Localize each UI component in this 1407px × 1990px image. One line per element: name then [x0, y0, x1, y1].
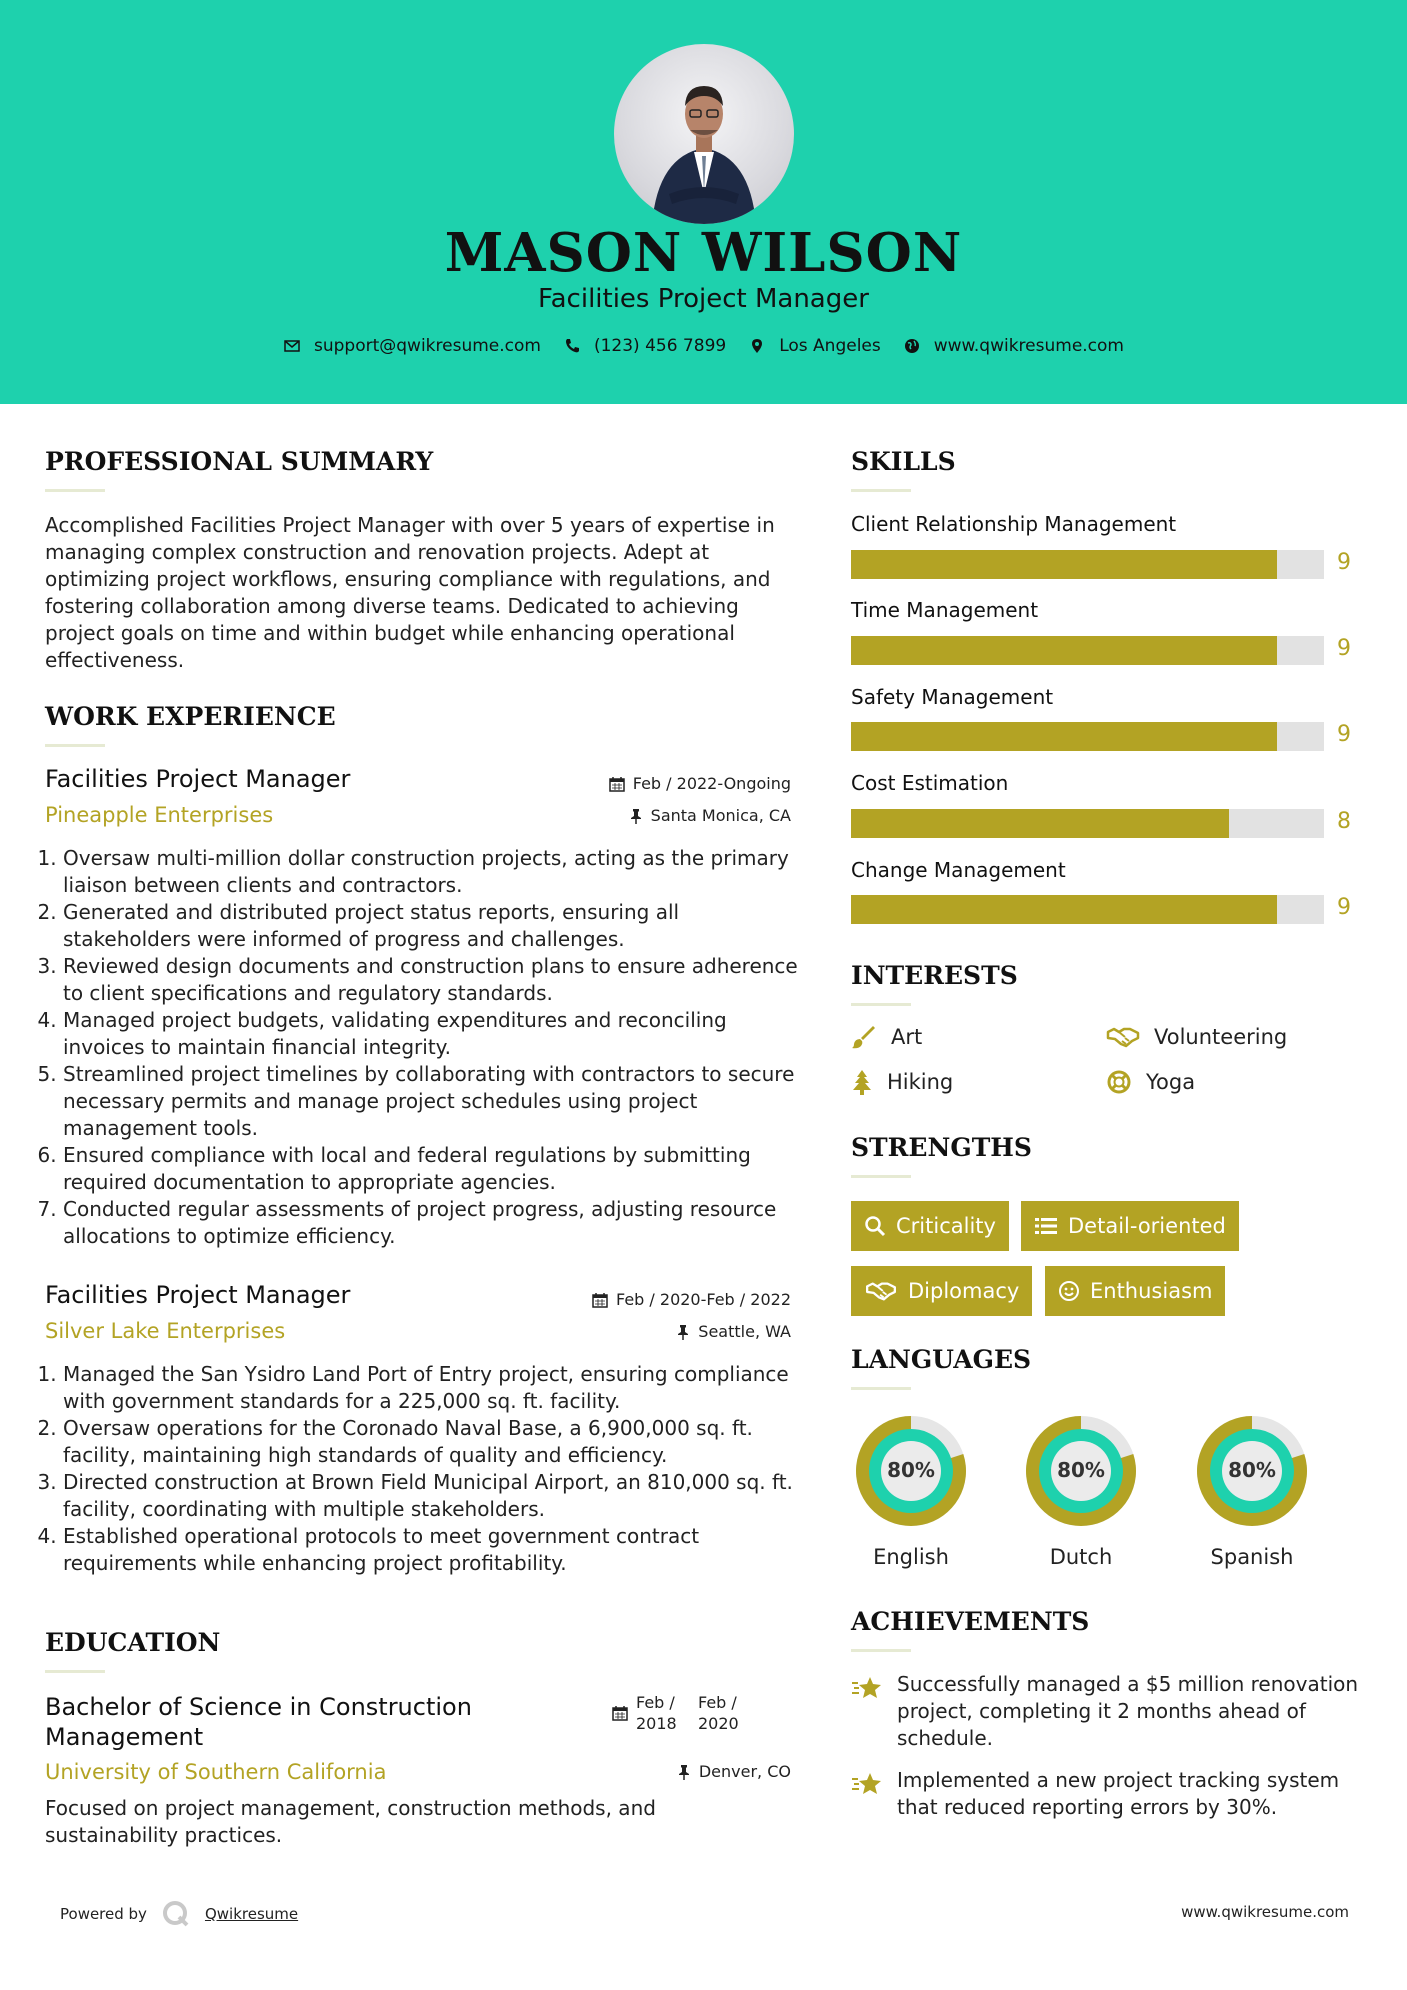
experience-heading: WORK EXPERIENCE	[45, 702, 336, 731]
duty-item: 4. Managed project budgets, validating expenditures and reconciling invoices to maintain financial integrity.	[63, 1007, 813, 1061]
interest-label: Yoga	[1146, 1070, 1196, 1094]
skill-bar	[851, 809, 1324, 838]
calendar-icon	[592, 1292, 608, 1308]
skill-bar	[851, 550, 1324, 579]
duty-item: 2. Oversaw operations for the Coronado Naval Base, a 6,900,000 sq. ft. facility, maintaining high standards of quality and efficiency.	[63, 1415, 813, 1469]
education-location	[500, 1762, 791, 1781]
envelope-icon	[283, 337, 301, 355]
company-name: Pineapple Enterprises	[45, 803, 274, 827]
skill-score: 9	[1337, 636, 1351, 661]
strength-tag	[1021, 1201, 1239, 1251]
job-dates	[500, 774, 791, 793]
summary-rule	[45, 489, 105, 492]
candidate-role: Facilities Project Manager	[538, 284, 869, 314]
strength-tag	[851, 1266, 1032, 1316]
footer-branding	[60, 1899, 298, 1929]
achievement-item	[851, 1767, 1371, 1821]
education-description: Focused on project management, construction methods, and sustainability practices.	[45, 1796, 656, 1847]
brush-icon	[851, 1024, 877, 1050]
map-pin-icon	[748, 337, 766, 355]
summary-text: Accomplished Facilities Project Manager with over 5 years of expertise in managing complex construction and renovation projects. Adept at optimizing project workflows, ensuring compliance with regulations, and fostering collaboration among diverse teams. Dedicated to achieving project goals on time and within budget while enhancing operational effectiveness.	[45, 513, 775, 672]
contact-phone[interactable]: (123) 456 7899	[593, 336, 727, 356]
job-location-text: Seattle, WA	[698, 1322, 791, 1341]
skills-heading: SKILLS	[851, 447, 956, 476]
duty-item: 5. Streamlined project timelines by collaborating with contractors to secure necessary permits and manage project schedules using project management tools.	[63, 1061, 813, 1142]
qwikresume-logo-icon	[161, 1899, 191, 1929]
skills-rule	[851, 489, 911, 492]
pushpin-icon	[629, 808, 643, 824]
skill-name: Time Management	[851, 598, 1039, 622]
strengths-rule	[851, 1175, 911, 1178]
powered-by-text: Powered by	[60, 1905, 147, 1923]
achievements-rule	[851, 1649, 911, 1652]
strength-label: Enthusiasm	[1090, 1279, 1213, 1303]
header-banner	[0, 0, 1407, 404]
experience-rule	[45, 744, 105, 747]
school-name: University of Southern California	[45, 1760, 387, 1784]
list-icon	[1034, 1216, 1058, 1236]
duty-item: 1. Oversaw multi-million dollar construction projects, acting as the primary liaison between clients and contractors.	[63, 845, 813, 899]
handshake-icon	[1106, 1024, 1140, 1050]
job-title: Facilities Project Manager	[45, 765, 351, 793]
interests-heading: INTERESTS	[851, 961, 1018, 990]
duty-item: 3. Reviewed design documents and construction plans to ensure adherence to client specifications and regulatory standards.	[63, 953, 813, 1007]
edu-end-month: Feb /	[698, 1693, 737, 1712]
education-heading: EDUCATION	[45, 1628, 221, 1657]
smile-icon	[1058, 1280, 1080, 1302]
edu-end-year: 2020	[698, 1714, 739, 1733]
job-location	[500, 806, 791, 825]
interest-item	[851, 1024, 922, 1050]
language-percent: 80%	[887, 1458, 935, 1482]
edu-end-date	[698, 1692, 739, 1734]
duty-item: 1. Managed the San Ysidro Land Port of Entry project, ensuring compliance with government standards for a 225,000 sq. ft. facility.	[63, 1361, 813, 1415]
skill-bar	[851, 895, 1324, 924]
skill-bar-fill	[851, 636, 1277, 665]
brand-link[interactable]: Qwikresume	[204, 1905, 299, 1923]
duty-item: 6. Ensured compliance with local and federal regulations by submitting required documentation to appropriate agencies.	[63, 1142, 813, 1196]
summary-heading: PROFESSIONAL SUMMARY	[45, 447, 434, 476]
job-title: Facilities Project Manager	[45, 1281, 351, 1309]
interest-label: Hiking	[887, 1070, 954, 1094]
pushpin-icon	[676, 1324, 690, 1340]
interest-item	[1106, 1069, 1195, 1095]
languages-heading: LANGUAGES	[851, 1345, 1032, 1374]
job-location-text: Santa Monica, CA	[650, 806, 791, 825]
skill-bar-fill	[851, 895, 1277, 924]
degree-title: Bachelor of Science in Construction Management	[45, 1693, 472, 1751]
skill-bar	[851, 722, 1324, 751]
contact-website[interactable]: www.qwikresume.com	[933, 336, 1124, 356]
skill-name: Safety Management	[851, 685, 1054, 709]
duty-item: 3. Directed construction at Brown Field Municipal Airport, an 810,000 sq. ft. facility, coordinating with multiple stakeholders.	[63, 1469, 813, 1523]
skill-bar	[851, 636, 1324, 665]
edu-start-month: Feb /	[636, 1693, 675, 1712]
skill-name: Change Management	[851, 858, 1066, 882]
calendar-icon	[612, 1705, 628, 1721]
edu-start-year: 2018	[636, 1714, 677, 1733]
language-name: Spanish	[1210, 1545, 1294, 1569]
job-location	[500, 1322, 791, 1341]
duty-item: 7. Conducted regular assessments of project progress, adjusting resource allocations to optimize efficiency.	[63, 1196, 813, 1250]
language-name: English	[873, 1545, 949, 1569]
lifebuoy-icon	[1106, 1069, 1132, 1095]
education-location-text: Denver, CO	[698, 1762, 791, 1781]
interests-rule	[851, 1003, 911, 1006]
language-percent: 80%	[1057, 1458, 1105, 1482]
strength-tag	[851, 1201, 1009, 1251]
duty-item: 2. Generated and distributed project status reports, ensuring all stakeholders were informed of progress and challenges.	[63, 899, 813, 953]
tree-icon	[851, 1069, 873, 1095]
achievement-text: Successfully managed a $5 million renovation project, completing it 2 months ahead of schedule.	[897, 1672, 1359, 1750]
interest-item	[851, 1069, 953, 1095]
duty-list	[45, 845, 813, 1250]
edu-start-date	[636, 1692, 698, 1734]
handshake-icon	[864, 1279, 898, 1303]
interest-item	[1106, 1024, 1287, 1050]
skill-bar-fill	[851, 809, 1229, 838]
achievement-text: Implemented a new project tracking system that reduced reporting errors by 30%.	[897, 1768, 1340, 1819]
duty-item: 4. Established operational protocols to meet government contract requirements while enhancing project profitability.	[63, 1523, 813, 1577]
company-name: Silver Lake Enterprises	[45, 1319, 286, 1343]
skill-name: Cost Estimation	[851, 771, 1009, 795]
strength-label: Detail-oriented	[1068, 1214, 1226, 1238]
phone-icon	[563, 337, 581, 355]
contact-email[interactable]: support@qwikresume.com	[314, 336, 541, 356]
education-rule	[45, 1670, 105, 1673]
skill-score: 9	[1337, 550, 1351, 575]
calendar-icon	[609, 776, 625, 792]
strength-label: Criticality	[896, 1214, 996, 1238]
job-dates-text: Feb / 2020-Feb / 2022	[616, 1290, 791, 1309]
strength-label: Diplomacy	[908, 1279, 1020, 1303]
job-dates	[500, 1290, 791, 1309]
pushpin-icon	[677, 1764, 691, 1780]
strength-tag	[1045, 1266, 1225, 1316]
job-dates-text: Feb / 2022-Ongoing	[632, 774, 791, 793]
skill-bar-fill	[851, 722, 1277, 751]
contact-location: Los Angeles	[779, 336, 881, 356]
language-name: Dutch	[1049, 1545, 1113, 1569]
skill-name: Client Relationship Management	[851, 512, 1177, 536]
candidate-name: MASON WILSON	[444, 222, 963, 284]
skill-score: 9	[1337, 722, 1351, 747]
profile-photo	[614, 44, 794, 224]
education-dates	[612, 1692, 739, 1734]
footer-website[interactable]: www.qwikresume.com	[1181, 1903, 1349, 1921]
star-award-icon	[851, 1675, 883, 1701]
interest-label: Art	[891, 1025, 923, 1049]
achievements-heading: ACHIEVEMENTS	[851, 1607, 1090, 1636]
achievement-item	[851, 1671, 1371, 1752]
skill-score: 8	[1337, 809, 1351, 834]
skill-bar-fill	[851, 550, 1277, 579]
strengths-heading: STRENGTHS	[851, 1133, 1032, 1162]
languages-rule	[851, 1387, 911, 1390]
contact-bar	[0, 336, 1407, 356]
language-percent: 80%	[1228, 1458, 1276, 1482]
duty-list	[45, 1361, 813, 1577]
globe-icon	[903, 337, 921, 355]
skill-score: 9	[1337, 895, 1351, 920]
interest-label: Volunteering	[1154, 1025, 1288, 1049]
search-icon	[864, 1215, 886, 1237]
star-award-icon	[851, 1771, 883, 1797]
person-portrait-icon	[614, 44, 794, 224]
